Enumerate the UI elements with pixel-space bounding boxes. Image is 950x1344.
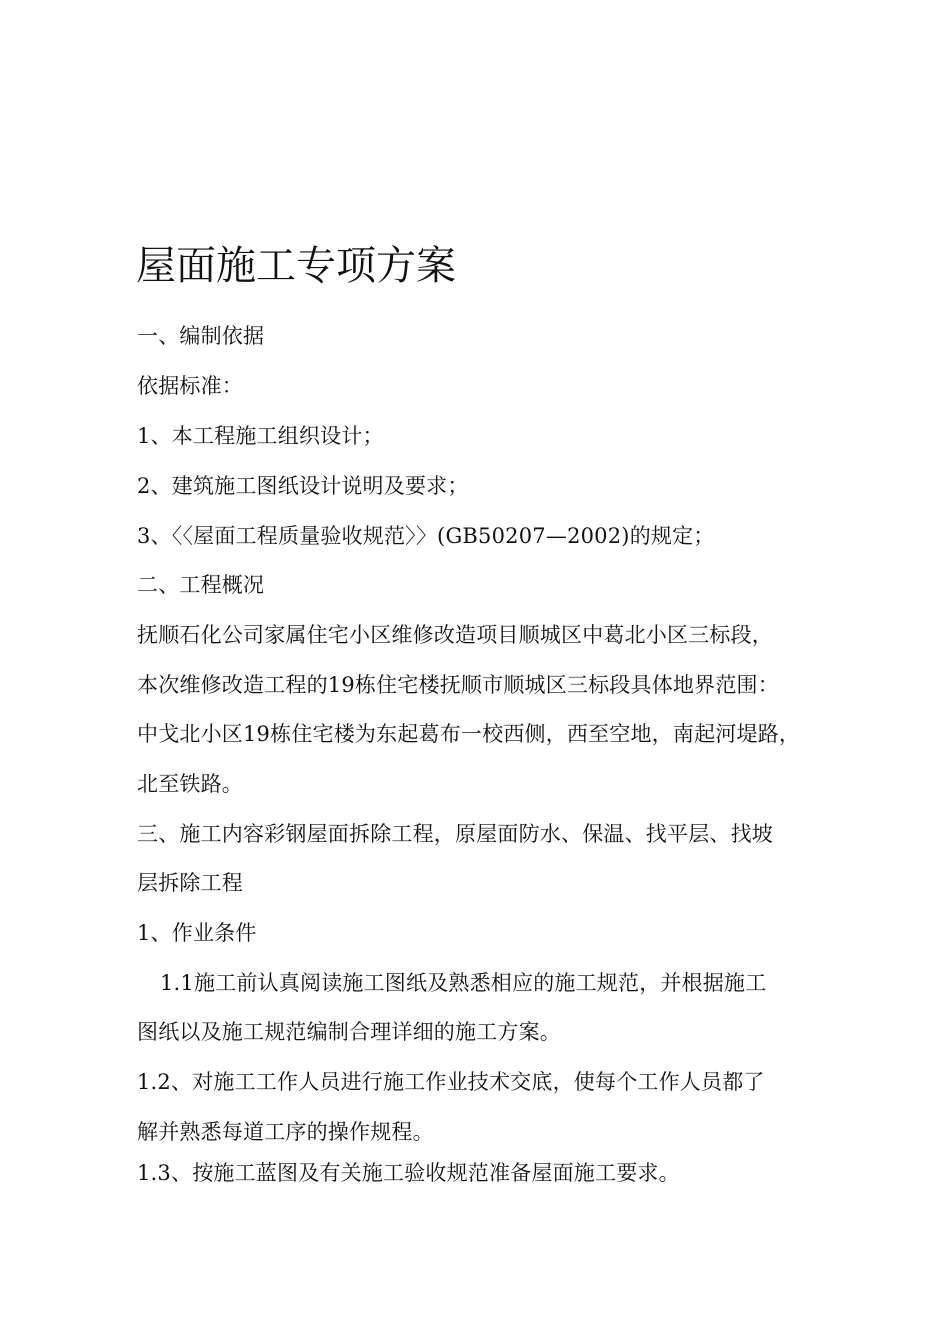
paragraph-line: 本次维修改造工程的19栋住宅楼抚顺市顺城区三标段具体地界范围： <box>137 673 779 697</box>
subsection-heading: 1、作业条件 <box>137 921 257 945</box>
paragraph-line: 解并熟悉每道工序的操作规程。 <box>137 1120 434 1144</box>
list-item: 3、〈〈屋面工程质量验收规范〉〉(GB50207—2002)的规定； <box>137 524 715 548</box>
section-heading-overview: 二、工程概况 <box>137 573 265 597</box>
document-title: 屋面施工专项方案 <box>136 243 456 289</box>
section-heading-scope: 三、施工内容彩钢屋面拆除工程，原屋面防水、保温、找平层、找坡 <box>137 822 773 846</box>
paragraph-line: 北至铁路。 <box>137 772 243 796</box>
list-item: 1、本工程施工组织设计； <box>137 424 384 448</box>
section-heading-basis: 一、编制依据 <box>137 324 265 348</box>
paragraph-line: 抚顺石化公司家属住宅小区维修改造项目顺城区中葛北小区三标段， <box>137 623 773 647</box>
list-item: 2、建筑施工图纸设计说明及要求； <box>137 474 469 498</box>
paragraph-line: 图纸以及施工规范编制合理详细的施工方案。 <box>137 1020 561 1044</box>
paragraph-line: 1.3、按施工蓝图及有关施工验收规范准备屋面施工要求。 <box>137 1161 680 1185</box>
paragraph-line: 层拆除工程 <box>137 871 243 895</box>
paragraph-line: 1.1施工前认真阅读施工图纸及熟悉相应的施工规范，并根据施工 <box>160 971 767 995</box>
paragraph-line: 依据标准： <box>137 374 243 398</box>
paragraph-line: 中戈北小区19栋住宅楼为东起葛布一校西侧，西至空地，南起河堤路， <box>137 722 801 746</box>
paragraph-line: 1.2、对施工工作人员进行施工作业技术交底，使每个工作人员都了 <box>137 1070 765 1094</box>
